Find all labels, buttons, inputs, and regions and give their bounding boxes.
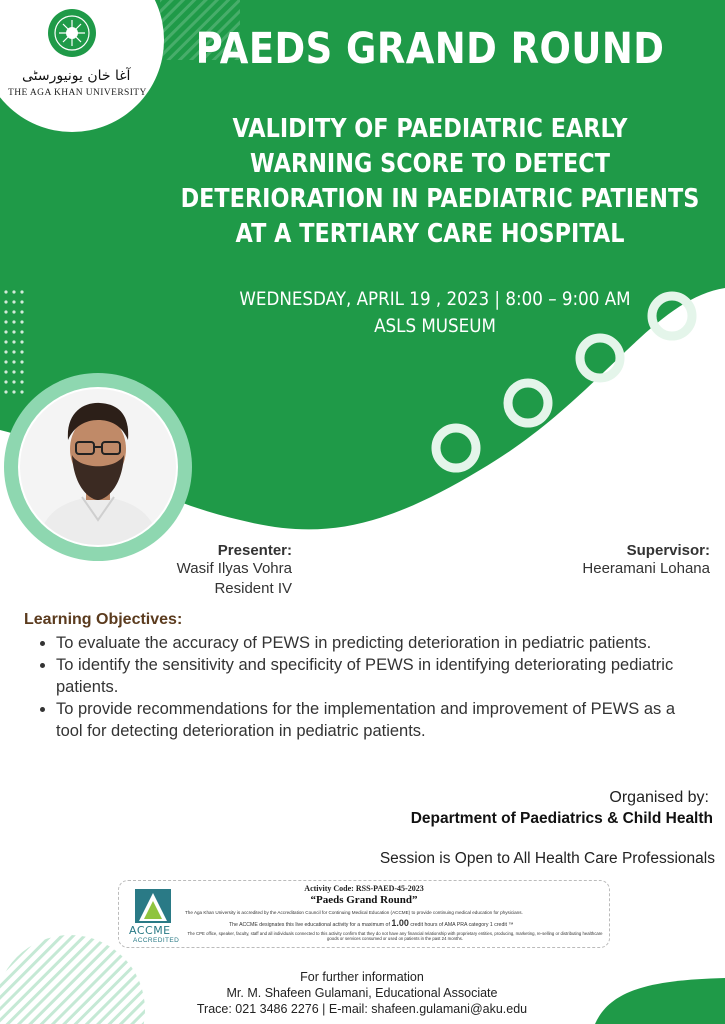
presenter-name: Wasif Ilyas Vohra	[176, 560, 292, 577]
disclosure-statement: The CPE office, speaker, faculty, staff and all individuals connected to this activity confirm that they do not have any financial relationship with proprietary entities, producing, marketing, re-selling or distributing healthcare goods or services consumed or used on patients in the past 24 months.	[187, 931, 603, 941]
session-note: Session is Open to All Health Care Professionals	[379, 850, 715, 867]
presenter-label: Presenter:	[217, 542, 292, 559]
event-title: PAEDS GRAND ROUND	[195, 24, 665, 74]
list-item: • To identify the sensitivity and specificity of PEWS in identifying deteriorating pediatric patients.	[56, 654, 696, 698]
talk-title	[180, 112, 700, 252]
talk-title-line: DETERIORATION IN PAEDIATRIC PATIENTS	[180, 184, 700, 214]
talk-title-line: VALIDITY OF PAEDIATRIC EARLY	[232, 114, 628, 144]
contact-heading: For further information	[300, 970, 424, 984]
event-details	[228, 286, 642, 340]
contact-details: Trace: 021 3486 2276 | E-mail: shafeen.gulamani@aku.edu	[196, 1002, 528, 1016]
activity-name: “Paeds Grand Round”	[310, 894, 418, 906]
activity-code: Activity Code: RSS-PAED-45-2023	[304, 884, 424, 893]
credit-statement-post: credit hours of AMA PRA category 1 credit ™	[410, 922, 514, 928]
credit-statement	[229, 918, 514, 928]
supervisor-name: Heeramani Lohana	[582, 560, 710, 577]
learning-objectives-list	[30, 632, 696, 742]
learning-objectives-heading: Learning Objectives:	[24, 611, 183, 628]
supervisor-label: Supervisor:	[626, 542, 710, 559]
list-item: • To provide recommendations for the implementation and improvement of PEWS as a tool for detecting deterioration in pediatric patients.	[56, 698, 696, 742]
presenter-role: Resident IV	[214, 580, 292, 597]
credit-value: 1.00	[391, 918, 409, 928]
accreditation-box	[118, 880, 610, 948]
credit-statement-pre: The ACCME designates this live educational activity for a maximum of	[229, 922, 390, 928]
talk-title-line: AT A TERTIARY CARE HOSPITAL	[235, 219, 625, 249]
logo-english-text: THE AGA KHAN UNIVERSITY	[8, 88, 147, 98]
stripe-decoration	[0, 935, 145, 1024]
organiser-department: Department of Paediatrics & Child Health	[410, 810, 713, 827]
organiser-label: Organised by:	[609, 789, 709, 806]
university-logo	[0, 0, 150, 110]
list-item: • To evaluate the accuracy of PEWS in predicting deterioration in pediatric patients.	[56, 632, 696, 654]
accme-logo-word: ACCME	[129, 924, 171, 937]
contact-info	[180, 969, 544, 1017]
presenter-block	[130, 542, 292, 599]
contact-person: Mr. M. Shafeen Gulamani, Educational Associate	[226, 986, 498, 1000]
supervisor-block	[480, 542, 710, 579]
accme-logo-icon	[133, 887, 173, 927]
logo-urdu-text: آغا خان یونیورسٹی	[22, 68, 131, 84]
accreditation-statement: The Aga Khan University is accredited by the Accreditation Council for Continuing Medical Education (ACCME) to provide continuing medical education for physicians.	[185, 910, 523, 915]
event-venue: ASLS MUSEUM	[374, 315, 496, 337]
event-datetime: WEDNESDAY, APRIL 19 , 2023 | 8:00 – 9:00 AM	[239, 288, 631, 310]
talk-title-line: WARNING SCORE TO DETECT	[250, 149, 610, 179]
accme-logo-sub: ACCREDITED	[133, 937, 180, 944]
